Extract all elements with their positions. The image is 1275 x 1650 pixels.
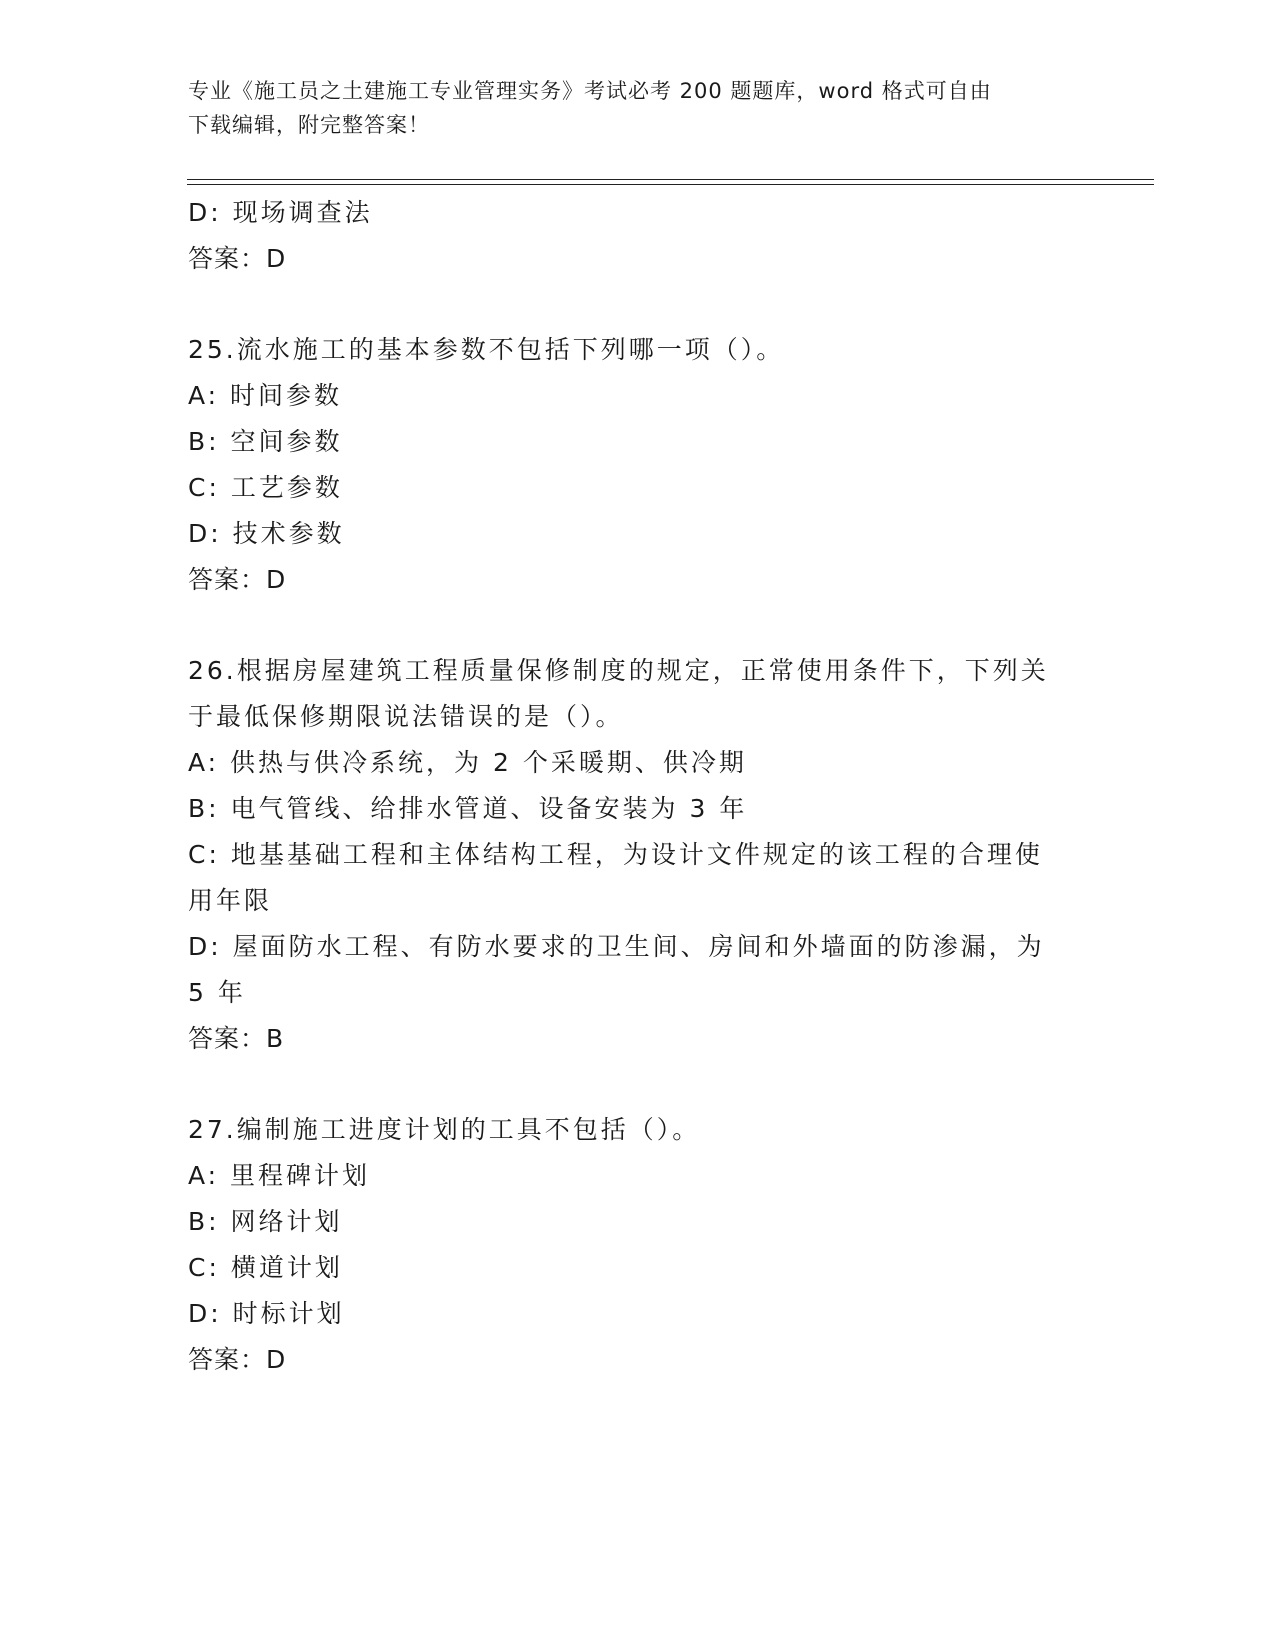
option-b: B: 电气管线、给排水管道、设备安装为 3 年 [188, 794, 748, 823]
question-body [188, 190, 1088, 1383]
option-c: C: 工艺参数 [188, 473, 343, 502]
question-stem-line-1: 26.根据房屋建筑工程质量保修制度的规定，正常使用条件下，下列关 [188, 656, 1049, 685]
answer: 答案：B [188, 1024, 285, 1053]
header-line-2: 下载编辑，附完整答案！ [188, 113, 430, 137]
option-c: C: 横道计划 [188, 1253, 343, 1282]
option-d-continued: 5 年 [188, 978, 246, 1007]
header-rule-bottom [187, 184, 1154, 185]
option-a: A: 里程碑计划 [188, 1161, 371, 1190]
option-d: D: 技术参数 [188, 519, 345, 548]
option-d: D: 时标计划 [188, 1299, 345, 1328]
question-25 [188, 327, 1088, 603]
header-line-1: 专业《施工员之土建施工专业管理实务》考试必考 200 题题库，word 格式可自由 [188, 79, 992, 103]
question-27 [188, 1107, 1088, 1383]
answer: 答案：D [188, 565, 287, 594]
question-26 [188, 648, 1088, 1062]
option-a: A: 时间参数 [188, 381, 343, 410]
option-d: D: 屋面防水工程、有防水要求的卫生间、房间和外墙面的防渗漏，为 [188, 932, 1045, 961]
question-stem-line-2: 于最低保修期限说法错误的是（）。 [188, 702, 624, 731]
prev-answer: 答案：D [188, 244, 287, 273]
option-b: B: 空间参数 [188, 427, 343, 456]
question-stem: 27.编制施工进度计划的工具不包括（）。 [188, 1115, 701, 1144]
option-c: C: 地基基础工程和主体结构工程，为设计文件规定的该工程的合理使 [188, 840, 1043, 869]
header-rule-top [187, 179, 1154, 180]
option-b: B: 网络计划 [188, 1207, 343, 1236]
answer: 答案：D [188, 1345, 287, 1374]
prev-option-d: D: 现场调查法 [188, 198, 373, 227]
option-c-continued: 用年限 [188, 886, 273, 915]
question-stem: 25.流水施工的基本参数不包括下列哪一项（）。 [188, 335, 785, 364]
option-a: A: 供热与供冷系统，为 2 个采暖期、供冷期 [188, 748, 747, 777]
document-header [188, 74, 1088, 142]
